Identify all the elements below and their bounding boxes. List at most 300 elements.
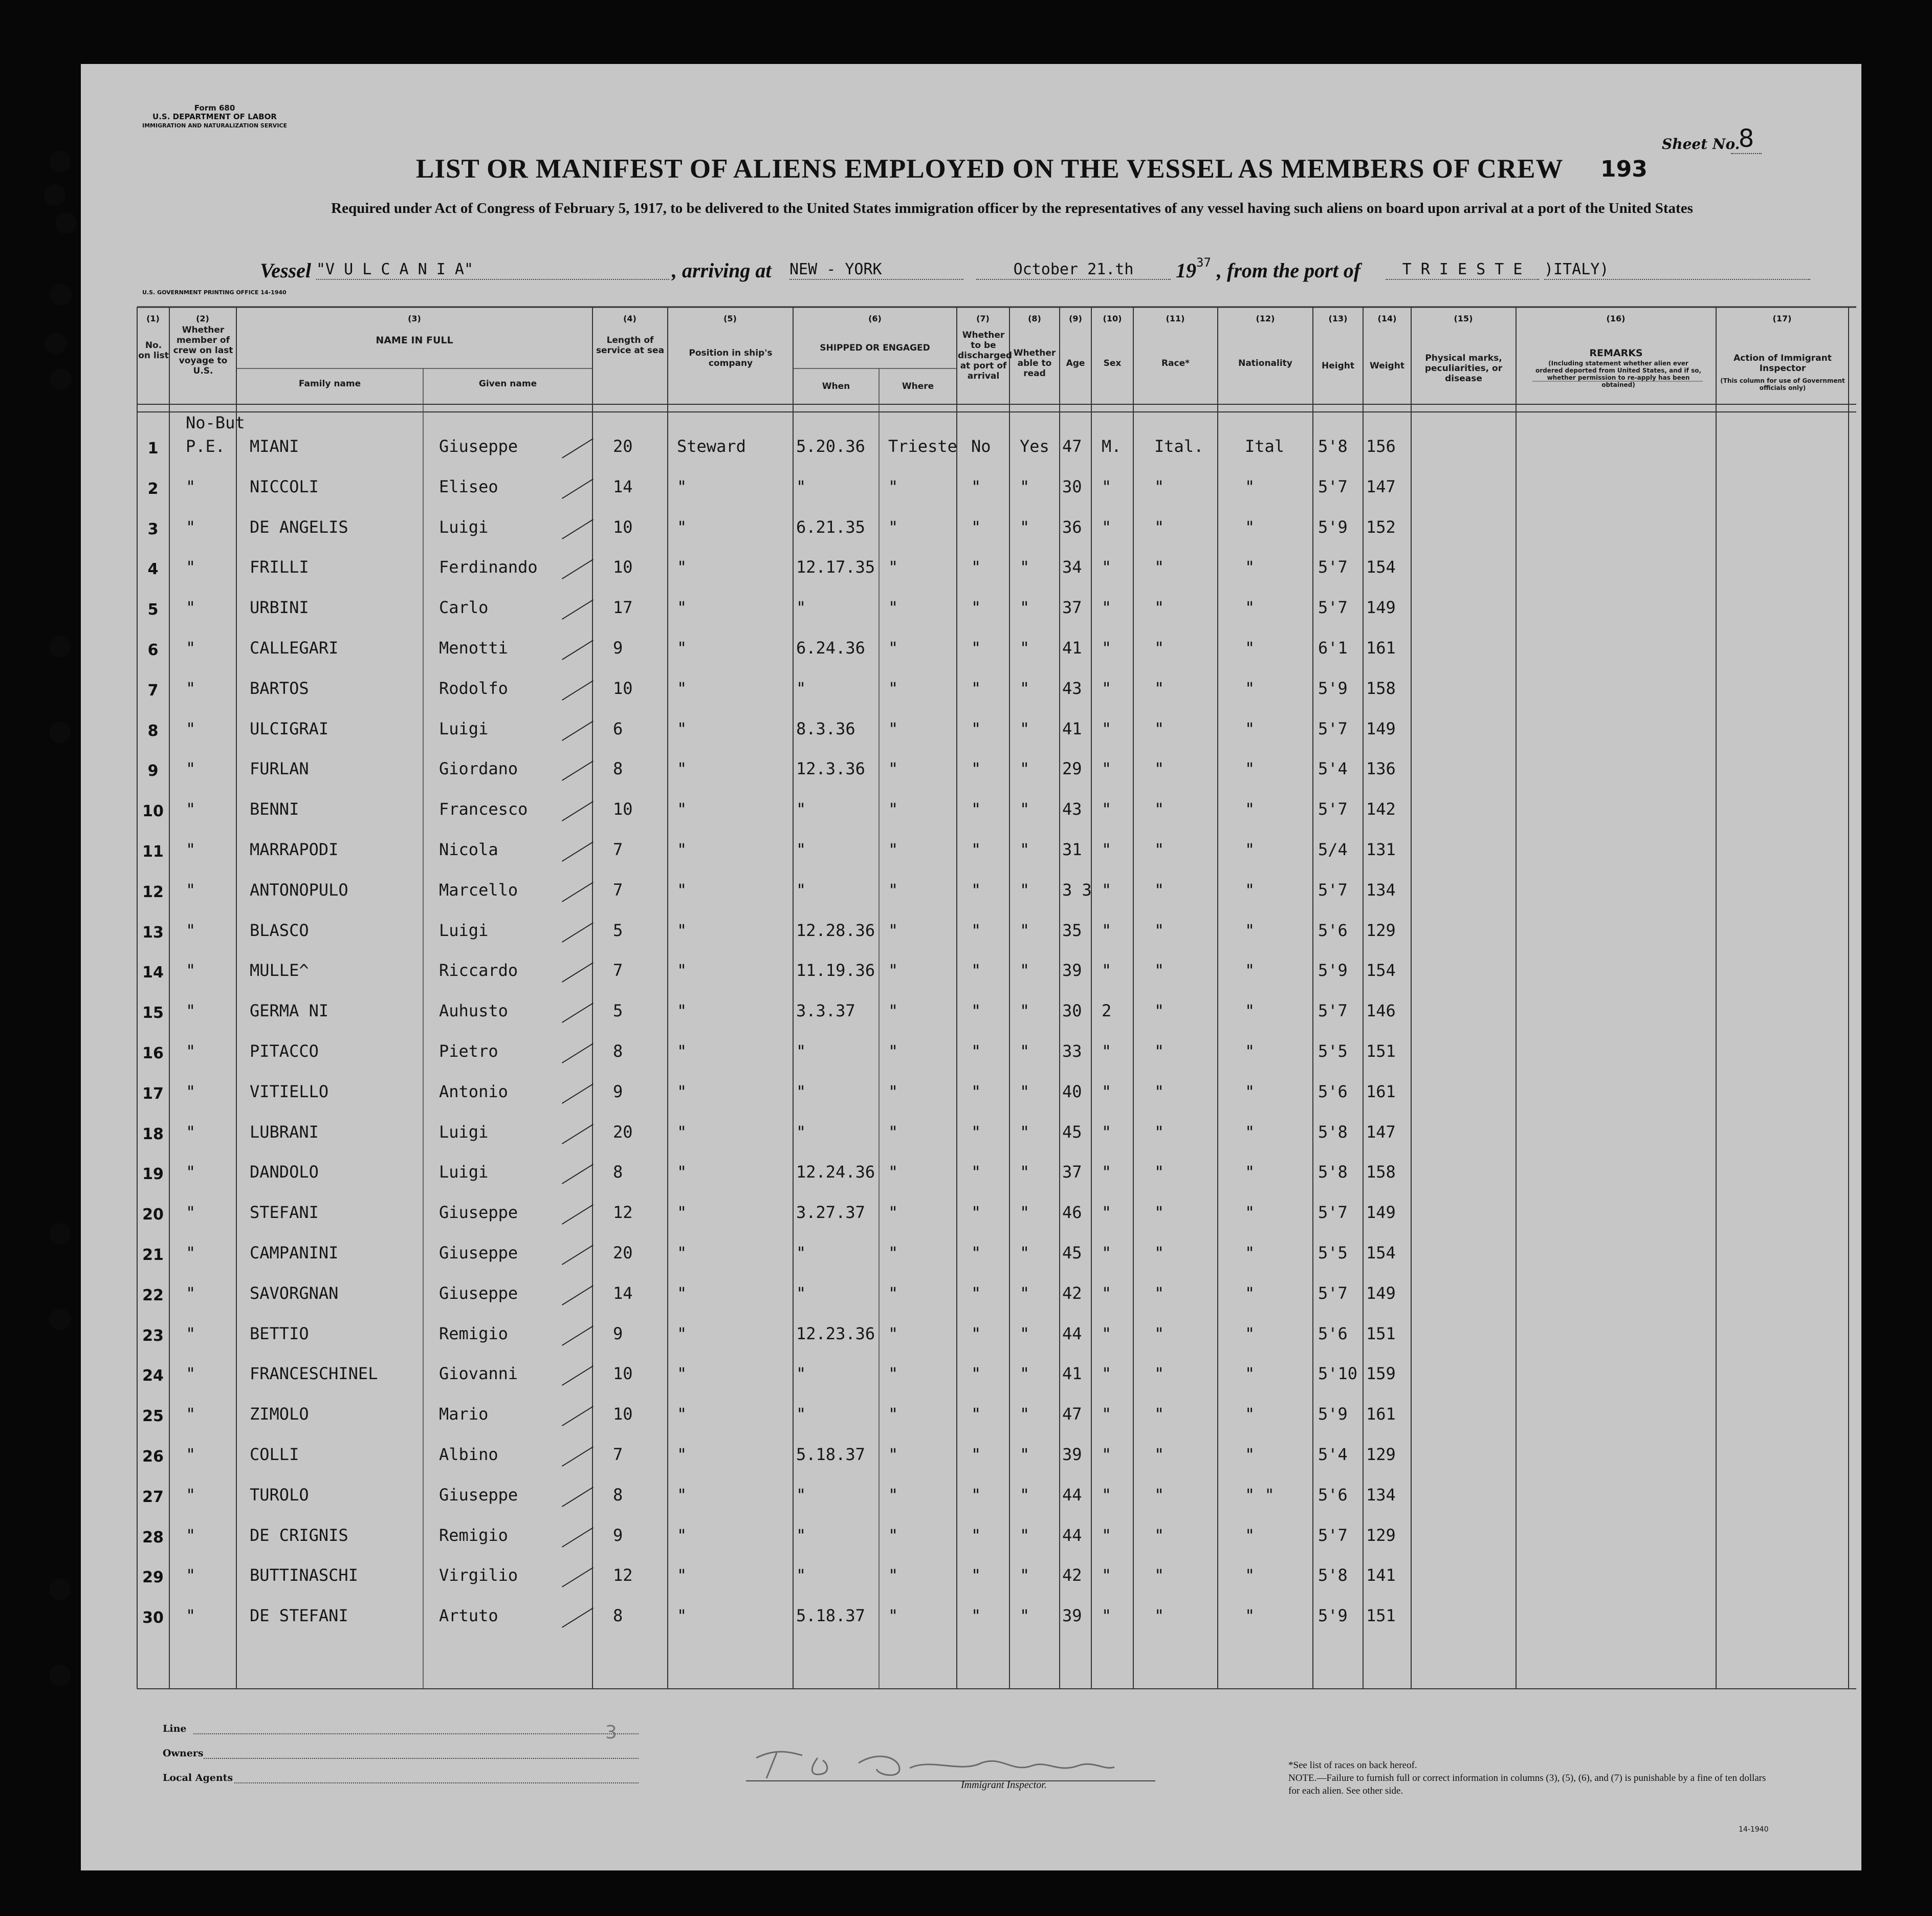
nationality-cell: " (1245, 638, 1255, 658)
service-name: IMMIGRATION AND NATURALIZATION SERVICE (142, 122, 288, 129)
length-service-cell: 6 (613, 718, 623, 738)
binder-hole (49, 1579, 71, 1600)
footer-note (1288, 1759, 1780, 1797)
page-subtitle: Required under Act of Congress of February 5, 1917, to be delivered to the United States immigration officer by the representatives of any vessel having such aliens on board upon arrival at a port of the United States (331, 200, 1693, 216)
able-read-cell: " (1020, 1203, 1030, 1223)
row-number: 8 (147, 722, 159, 740)
weight-cell: 159 (1366, 1364, 1396, 1384)
position-cell: " (677, 718, 687, 738)
position-cell: " (677, 1364, 687, 1384)
age-cell: 37 (1062, 1162, 1082, 1182)
column-number: (11) (1166, 314, 1185, 323)
discharged-cell: " (971, 1283, 981, 1303)
given-name-cell: Remigio (439, 1323, 508, 1343)
header-race: Race* (1161, 358, 1190, 368)
family-name-cell: BARTOS (250, 678, 309, 698)
family-name-cell: SAVORGNAN (250, 1283, 339, 1303)
height-cell: 5'5 (1318, 1041, 1348, 1061)
weight-cell: 142 (1366, 799, 1396, 819)
row-number: 22 (142, 1286, 164, 1304)
family-name-cell: STEFANI (250, 1203, 319, 1223)
crew-last-voyage-cell: " (186, 1203, 196, 1223)
shipped-where-cell: " (888, 476, 898, 496)
age-cell: 30 (1062, 476, 1082, 496)
family-name-cell: ANTONOPULO (250, 880, 348, 900)
row-number: 18 (142, 1125, 164, 1143)
nationality-cell: " (1245, 1203, 1255, 1223)
year-prefix: 19 (1176, 259, 1196, 282)
manifest-sheet (81, 64, 1861, 1870)
discharged-cell: " (971, 1525, 981, 1545)
shipped-when-cell: 6.24.36 (796, 638, 865, 658)
weight-cell: 147 (1366, 1122, 1396, 1142)
discharged-cell: " (971, 1404, 981, 1424)
row-number: 4 (147, 560, 159, 579)
family-name-cell: CALLEGARI (250, 638, 339, 658)
weight-cell: 151 (1366, 1041, 1396, 1061)
race-cell: " (1154, 880, 1165, 900)
given-name-cell: Virgilio (439, 1565, 518, 1585)
header-height: Height (1322, 361, 1354, 371)
length-service-cell: 14 (613, 1283, 633, 1303)
race-cell: " (1154, 678, 1165, 698)
height-cell: 5'4 (1318, 1445, 1348, 1464)
shipped-where-cell: " (888, 1606, 898, 1626)
shipped-where-cell: " (888, 1323, 898, 1343)
height-cell: 5'7 (1318, 718, 1348, 738)
sex-cell: " (1102, 638, 1112, 658)
height-cell: 5'5 (1318, 1243, 1348, 1262)
weight-cell: 134 (1366, 1485, 1396, 1505)
weight-cell: 154 (1366, 1243, 1396, 1262)
height-cell: 5'8 (1318, 1162, 1348, 1182)
row-number: 16 (142, 1044, 164, 1062)
shipped-when-cell: 12.17.35 (796, 557, 875, 577)
family-name-cell: ZIMOLO (250, 1404, 309, 1424)
discharged-cell: " (971, 1606, 981, 1626)
arriving-label: , arriving at (672, 259, 772, 282)
family-name-cell: ULCIGRAI (250, 718, 329, 738)
sex-cell: " (1102, 961, 1112, 981)
family-name-cell: DE CRIGNIS (250, 1525, 348, 1545)
given-name-cell: Menotti (439, 638, 508, 658)
family-name-cell: DE STEFANI (250, 1606, 348, 1626)
column-number: (12) (1256, 314, 1275, 323)
footer-note-penalty: NOTE.—Failure to furnish full or correct information in columns (3), (5), (6), and (7) is punishable by a fine of ten dollars for each alien. See other side. (1288, 1773, 1766, 1796)
position-cell: " (677, 1203, 687, 1223)
height-cell: 5'7 (1318, 1525, 1348, 1545)
able-read-cell: " (1020, 1283, 1030, 1303)
height-cell: 5'7 (1318, 1203, 1348, 1223)
discharged-cell: " (971, 718, 981, 738)
vessel-label: Vessel (260, 259, 311, 282)
form-code: 14-1940 (1739, 1825, 1769, 1834)
crew-last-voyage-cell: " (186, 718, 196, 738)
discharged-cell: " (971, 1445, 981, 1464)
age-cell: 41 (1062, 1364, 1082, 1384)
shipped-where-cell: " (888, 880, 898, 900)
printing-office-mark: U.S. GOVERNMENT PRINTING OFFICE 14-1940 (142, 289, 287, 296)
family-name-cell: COLLI (250, 1445, 299, 1464)
sex-cell: " (1102, 678, 1112, 698)
shipped-when-cell: " (796, 598, 806, 618)
footer-note-races: *See list of races on back hereof. (1288, 1760, 1417, 1771)
column-number: (6) (868, 314, 882, 323)
race-cell: " (1154, 476, 1165, 496)
row-number: 21 (142, 1246, 164, 1264)
age-cell: 47 (1062, 1404, 1082, 1424)
department-name: U.S. DEPARTMENT OF LABOR (152, 112, 277, 121)
weight-cell: 151 (1366, 1323, 1396, 1343)
column-number: (7) (976, 314, 990, 323)
able-read-cell: " (1020, 759, 1030, 779)
race-cell: " (1154, 920, 1165, 940)
shipped-when-cell: " (796, 1485, 806, 1505)
age-cell: 30 (1062, 1001, 1082, 1021)
family-name-cell: MULLE^ (250, 961, 309, 981)
able-read-cell: " (1020, 1243, 1030, 1262)
position-cell: " (677, 476, 687, 496)
footer-agents-label: Local Agents (163, 1772, 233, 1783)
crew-last-voyage-cell: " (186, 961, 196, 981)
able-read-cell: " (1020, 1081, 1030, 1101)
shipped-where-cell: " (888, 678, 898, 698)
position-cell: " (677, 1122, 687, 1142)
race-cell: " (1154, 557, 1165, 577)
row-number: 11 (142, 843, 164, 861)
weight-cell: 149 (1366, 598, 1396, 618)
race-cell: " (1154, 1323, 1165, 1343)
given-name-cell: Giovanni (439, 1364, 518, 1384)
header-shipped-engaged: SHIPPED OR ENGAGED (820, 343, 930, 353)
height-cell: 5'6 (1318, 920, 1348, 940)
discharged-cell: " (971, 1565, 981, 1585)
age-cell: 34 (1062, 557, 1082, 577)
given-name-cell: Giuseppe (439, 1485, 518, 1505)
sex-cell: " (1102, 1041, 1112, 1061)
discharged-cell: " (971, 557, 981, 577)
column-number: (4) (623, 314, 636, 323)
row-number: 15 (142, 1004, 164, 1022)
able-read-cell: " (1020, 476, 1030, 496)
shipped-when-cell: " (796, 1565, 806, 1585)
footer-owners-label: Owners (163, 1748, 204, 1759)
inspector-signature (746, 1737, 1166, 1789)
length-service-cell: 10 (613, 678, 633, 698)
position-cell: " (677, 759, 687, 779)
length-service-cell: 5 (613, 920, 623, 940)
crew-last-voyage-cell: " (186, 880, 196, 900)
weight-cell: 151 (1366, 1606, 1396, 1626)
vessel-name: "V U L C A N I A" (316, 260, 669, 280)
length-service-cell: 8 (613, 759, 623, 779)
length-service-cell: 7 (613, 880, 623, 900)
height-cell: 5'10 (1318, 1364, 1358, 1384)
footer-agents-field (234, 1782, 639, 1783)
given-name-cell: Luigi (439, 718, 489, 738)
height-cell: 5'7 (1318, 1001, 1348, 1021)
position-cell: " (677, 840, 687, 859)
sex-cell: " (1102, 1323, 1112, 1343)
race-cell: " (1154, 1606, 1165, 1626)
row-number: 12 (142, 883, 164, 901)
length-service-cell: 5 (613, 1001, 623, 1021)
race-cell: " (1154, 759, 1165, 779)
length-service-cell: 8 (613, 1606, 623, 1626)
position-cell: " (677, 557, 687, 577)
able-read-cell: " (1020, 1041, 1030, 1061)
row-number: 27 (142, 1488, 164, 1506)
family-name-cell: BUTTINASCHI (250, 1565, 358, 1585)
nationality-cell: " (1245, 880, 1255, 900)
position-cell: " (677, 961, 687, 981)
row-number: 30 (142, 1609, 164, 1627)
row-number: 23 (142, 1326, 164, 1345)
header-age: Age (1066, 358, 1085, 368)
age-cell: 39 (1062, 1606, 1082, 1626)
nationality-cell: " (1245, 557, 1255, 577)
able-read-cell: " (1020, 678, 1030, 698)
able-read-cell: " (1020, 840, 1030, 859)
height-cell: 5/4 (1318, 840, 1348, 859)
column-number: (2) (196, 314, 209, 323)
position-cell: " (677, 1162, 687, 1182)
weight-cell: 154 (1366, 961, 1396, 981)
position-cell: " (677, 517, 687, 537)
nationality-cell: " (1245, 920, 1255, 940)
nationality-cell: " (1245, 1162, 1255, 1182)
race-cell: " (1154, 1364, 1165, 1384)
length-service-cell: 10 (613, 1404, 633, 1424)
binder-hole (49, 1665, 71, 1686)
able-read-cell: " (1020, 920, 1030, 940)
race-cell: " (1154, 718, 1165, 738)
row-number: 14 (142, 964, 164, 982)
shipped-when-cell: " (796, 1041, 806, 1061)
nationality-cell: Ital (1245, 437, 1285, 456)
column-number: (15) (1454, 314, 1473, 323)
given-name-cell: Ferdinando (439, 557, 538, 577)
family-name-cell: MIANI (250, 437, 299, 456)
weight-cell: 131 (1366, 840, 1396, 859)
header-when: When (822, 381, 850, 391)
age-cell: 39 (1062, 961, 1082, 981)
row-number: 3 (147, 520, 159, 538)
binder-hole (49, 722, 71, 743)
row-number: 26 (142, 1448, 164, 1466)
family-name-cell: FRILLI (250, 557, 309, 577)
sex-cell: " (1102, 920, 1112, 940)
sex-cell: " (1102, 1081, 1112, 1101)
nationality-cell: " (1245, 1041, 1255, 1061)
row-number: 20 (142, 1206, 164, 1224)
length-service-cell: 9 (613, 1081, 623, 1101)
nationality-cell: " (1245, 517, 1255, 537)
able-read-cell: " (1020, 638, 1030, 658)
column-number: (9) (1069, 314, 1082, 323)
height-cell: 5'9 (1318, 517, 1348, 537)
able-read-cell: " (1020, 1323, 1030, 1343)
binder-hole (55, 212, 77, 234)
weight-cell: 129 (1366, 1445, 1396, 1464)
row-number: 7 (147, 681, 159, 700)
weight-cell: 147 (1366, 476, 1396, 496)
family-name-cell: LUBRANI (250, 1122, 319, 1142)
family-name-cell: URBINI (250, 598, 309, 618)
able-read-cell: " (1020, 961, 1030, 981)
family-name-cell: BENNI (250, 799, 299, 819)
row-number: 29 (142, 1569, 164, 1587)
race-cell: " (1154, 961, 1165, 981)
sex-cell: " (1102, 1122, 1112, 1142)
shipped-where-cell: Trieste (888, 437, 957, 456)
row-number: 24 (142, 1367, 164, 1385)
nationality-cell: " (1245, 1122, 1255, 1142)
position-cell: Steward (677, 437, 746, 456)
able-read-cell: " (1020, 880, 1030, 900)
height-cell: 5'6 (1318, 1323, 1348, 1343)
discharged-cell: " (971, 880, 981, 900)
family-name-cell: FRANCESCHINEL (250, 1364, 378, 1384)
position-cell: " (677, 1283, 687, 1303)
given-name-cell: Pietro (439, 1041, 498, 1061)
position-cell: " (677, 1404, 687, 1424)
position-cell: " (677, 799, 687, 819)
crew-last-voyage-cell: " (186, 1525, 196, 1545)
row-number: 2 (147, 480, 159, 498)
row-number: 17 (142, 1084, 164, 1103)
nationality-cell: " (1245, 1364, 1255, 1384)
nationality-cell: " (1245, 678, 1255, 698)
able-read-cell: " (1020, 1525, 1030, 1545)
crew-last-voyage-cell: " (186, 1565, 196, 1585)
family-name-cell: BETTIO (250, 1323, 309, 1343)
position-cell: " (677, 678, 687, 698)
length-service-cell: 10 (613, 799, 633, 819)
given-name-cell: Giuseppe (439, 437, 518, 456)
sex-cell: " (1102, 1606, 1112, 1626)
nationality-cell: " (1245, 1081, 1255, 1101)
sex-cell: " (1102, 1445, 1112, 1464)
given-name-cell: Francesco (439, 799, 528, 819)
height-cell: 5'6 (1318, 1485, 1348, 1505)
age-cell: 44 (1062, 1485, 1082, 1505)
age-cell: 41 (1062, 718, 1082, 738)
crew-last-voyage-cell: " (186, 759, 196, 779)
weight-cell: 141 (1366, 1565, 1396, 1585)
weight-cell: 156 (1366, 437, 1396, 456)
shipped-when-cell: 3.27.37 (796, 1203, 865, 1223)
shipped-where-cell: " (888, 1122, 898, 1142)
row-number: 5 (147, 601, 159, 619)
nationality-cell: " (1245, 1565, 1255, 1585)
race-cell: " (1154, 1162, 1165, 1182)
race-cell: " (1154, 1565, 1165, 1585)
sex-cell: " (1102, 1404, 1112, 1424)
age-cell: 44 (1062, 1525, 1082, 1545)
discharged-cell: " (971, 638, 981, 658)
header-remarks-detail: (Including statement whether alien ever ordered deported from United States, and if so, whether permission to re-apply has been obtained) (1535, 360, 1702, 388)
shipped-where-cell: " (888, 1041, 898, 1061)
sex-cell: " (1102, 1364, 1112, 1384)
length-service-cell: 9 (613, 1525, 623, 1545)
given-name-cell: Artuto (439, 1606, 498, 1626)
given-name-cell: Giuseppe (439, 1243, 518, 1262)
crew-last-voyage-cell: " (186, 1404, 196, 1424)
length-service-cell: 7 (613, 1445, 623, 1464)
crew-last-voyage-cell: " (186, 1485, 196, 1505)
nationality-cell: " (1245, 1283, 1255, 1303)
nationality-cell: " (1245, 718, 1255, 738)
shipped-where-cell: " (888, 1364, 898, 1384)
shipped-when-cell: " (796, 880, 806, 900)
length-service-cell: 7 (613, 840, 623, 859)
crew-last-voyage-cell: " (186, 1606, 196, 1626)
sheet-number-label: Sheet No. (1662, 136, 1740, 153)
shipped-where-cell: " (888, 961, 898, 981)
nationality-cell: " (1245, 1001, 1255, 1021)
discharged-cell: " (971, 840, 981, 859)
departure-country: )ITALY) (1544, 260, 1810, 280)
discharged-cell: " (971, 1162, 981, 1182)
able-read-cell: " (1020, 718, 1030, 738)
header-position: Position in ship's company (689, 348, 773, 368)
crew-last-voyage-cell: " (186, 920, 196, 940)
sheet-number-value: 8 (1731, 124, 1762, 154)
age-cell: 47 (1062, 437, 1082, 456)
inspector-label: Immigrant Inspector. (961, 1779, 1047, 1791)
nationality-cell: " (1245, 961, 1255, 981)
age-cell: 45 (1062, 1122, 1082, 1142)
age-cell: 45 (1062, 1243, 1082, 1262)
nationality-cell: " (1245, 1445, 1255, 1464)
age-cell: 31 (1062, 840, 1082, 859)
length-service-cell: 10 (613, 1364, 633, 1384)
discharged-cell: " (971, 678, 981, 698)
sex-cell: " (1102, 759, 1112, 779)
age-cell: 39 (1062, 1445, 1082, 1464)
length-service-cell: 8 (613, 1485, 623, 1505)
given-name-cell: Auhusto (439, 1001, 508, 1021)
shipped-where-cell: " (888, 1445, 898, 1464)
able-read-cell: " (1020, 517, 1030, 537)
pre-row-note: No-But (186, 413, 245, 432)
binder-hole (50, 284, 72, 306)
crew-last-voyage-cell: " (186, 476, 196, 496)
column-number: (10) (1103, 314, 1122, 323)
given-name-cell: Luigi (439, 920, 489, 940)
race-cell: " (1154, 598, 1165, 618)
sex-cell: " (1102, 1525, 1112, 1545)
binder-hole (49, 1309, 71, 1330)
race-cell: " (1154, 1283, 1165, 1303)
able-read-cell: " (1020, 1445, 1030, 1464)
race-cell: " (1154, 799, 1165, 819)
family-name-cell: GERMA NI (250, 1001, 329, 1021)
height-cell: 5'6 (1318, 1081, 1348, 1101)
shipped-where-cell: " (888, 1001, 898, 1021)
weight-cell: 152 (1366, 517, 1396, 537)
discharged-cell: " (971, 1041, 981, 1061)
shipped-when-cell: 12.23.36 (796, 1323, 875, 1343)
shipped-when-cell: " (796, 1122, 806, 1142)
discharged-cell: " (971, 1485, 981, 1505)
age-cell: 44 (1062, 1323, 1082, 1343)
column-number: (5) (723, 314, 737, 323)
sex-cell: M. (1102, 437, 1122, 456)
crew-last-voyage-cell: " (186, 638, 196, 658)
discharged-cell: " (971, 598, 981, 618)
